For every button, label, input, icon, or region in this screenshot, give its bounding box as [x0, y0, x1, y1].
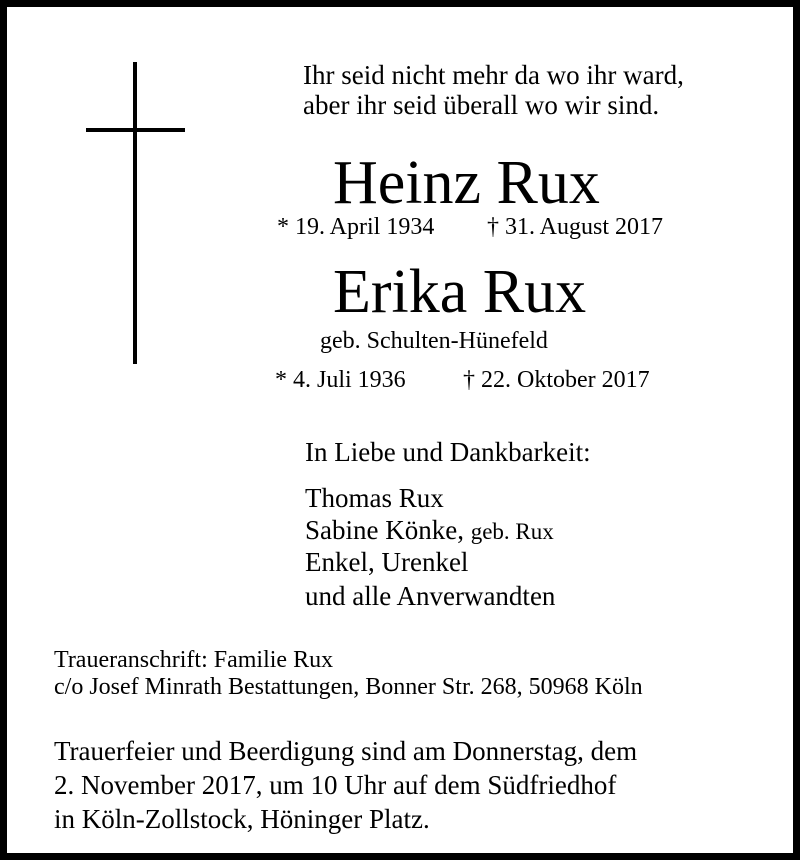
address-line-2: c/o Josef Minrath Bestattungen, Bonner Str. 268, 50968 Köln [54, 674, 643, 700]
service-line-3: in Köln-Zollstock, Höninger Platz. [54, 804, 430, 834]
cross-horizontal-bar [86, 128, 185, 132]
mourner-name: Sabine Könke, [305, 515, 464, 545]
service-line-2: 2. November 2017, um 10 Uhr auf dem Südfriedhof [54, 770, 617, 800]
service-line-1: Trauerfeier und Beerdigung sind am Donnerstag, dem [54, 736, 638, 766]
mourner-maiden-name: geb. Rux [470, 519, 554, 544]
mourners-heading: In Liebe und Dankbarkeit: [305, 437, 591, 467]
deceased-name-1: Heinz Rux [333, 149, 600, 217]
quote-line-2: aber ihr seid überall wo wir sind. [303, 90, 660, 120]
cross-vertical-bar [133, 62, 137, 364]
address-line-1: Traueranschrift: Familie Rux [54, 647, 334, 673]
deceased-name-2: Erika Rux [333, 258, 587, 326]
birth-date-1: * 19. April 1934 [277, 214, 435, 240]
mourner-line-3: Enkel, Urenkel [305, 547, 469, 577]
birth-date-2: * 4. Juli 1936 [275, 367, 406, 393]
death-date-2: † 22. Oktober 2017 [463, 367, 650, 393]
death-date-1: † 31. August 2017 [487, 214, 664, 240]
quote-line-1: Ihr seid nicht mehr da wo ihr ward, [303, 60, 684, 90]
maiden-name: geb. Schulten-Hünefeld [320, 328, 548, 354]
mourner-line-4: und alle Anverwandten [305, 581, 556, 611]
mourner-line-1: Thomas Rux [305, 483, 444, 513]
mourner-line-2 [305, 517, 554, 544]
